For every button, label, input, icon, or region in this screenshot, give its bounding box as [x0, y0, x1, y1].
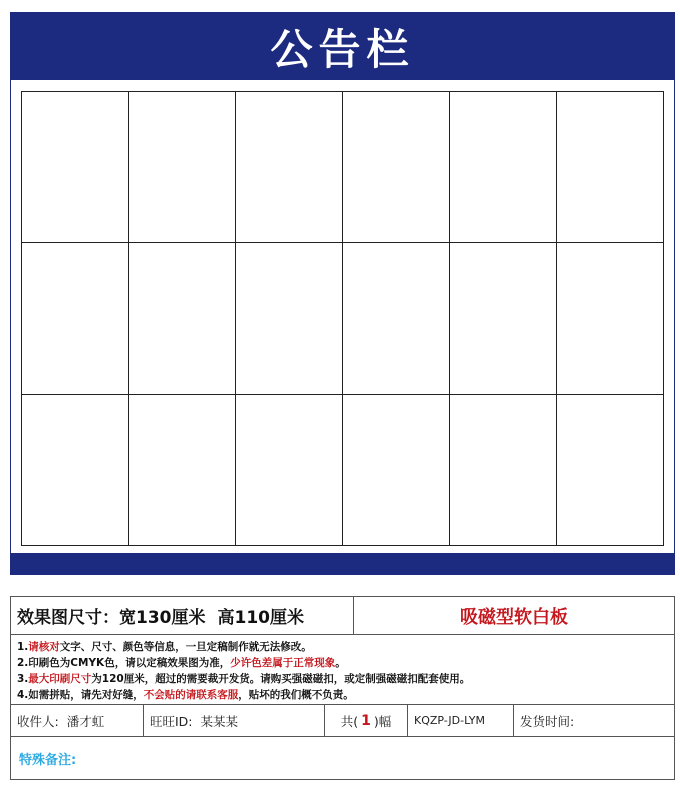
note-text: 4.如需拼贴，请先对好缝， [17, 689, 144, 701]
note-text: 文字、尺寸、颜色等信息，一旦定稿制作就无法修改。 [59, 641, 312, 653]
note-line [17, 671, 668, 687]
size-height: 高110厘米 [217, 608, 304, 628]
bulletin-board [10, 12, 675, 575]
board-header [11, 13, 674, 80]
count-cell [325, 705, 408, 736]
count-value: 1 [361, 712, 371, 729]
order-details-row [11, 705, 674, 737]
board-footer-bar [11, 553, 674, 574]
board-title: 公告栏 [270, 24, 415, 74]
board-cell [343, 243, 450, 394]
note-text: 。 [335, 657, 346, 669]
wangwang-value: 某某某 [200, 713, 239, 729]
product-name: 吸磁型软白板 [460, 606, 568, 628]
recipient-name: 潘才虹 [66, 713, 105, 729]
board-cell [22, 92, 129, 243]
note-line [17, 687, 668, 703]
board-cell [236, 243, 343, 394]
size-row [11, 597, 674, 635]
board-cell [450, 243, 557, 394]
board-cell [557, 395, 664, 546]
note-text: ，贴坏的我们概不负责。 [238, 689, 354, 701]
order-info-sheet [10, 596, 675, 780]
board-grid [21, 91, 664, 546]
size-width: 宽130厘米 [119, 608, 206, 628]
note-highlight: 最大印刷尺寸 [28, 673, 92, 685]
wangwang-cell [144, 705, 325, 736]
note-text: 2.印刷色为CMYK色，请以定稿效果图为准， [17, 657, 231, 669]
note-text: 为120厘米，超过的需要裁开发货。请购买强磁磁扣，或定制强磁磁扣配套使用。 [91, 673, 471, 685]
note-highlight: 不会贴的请联系客服 [143, 689, 239, 701]
board-cell [343, 92, 450, 243]
note-highlight: 请核对 [28, 641, 60, 653]
board-cell [129, 92, 236, 243]
special-remarks-label: 特殊备注: [19, 752, 77, 768]
count-prefix: 共( [340, 713, 359, 729]
special-remarks-row [11, 737, 674, 779]
product-code: KQZP-JD-LYM [408, 705, 514, 736]
ship-time-cell [514, 705, 674, 736]
board-cell [236, 395, 343, 546]
board-cell [22, 243, 129, 394]
wangwang-label: 旺旺ID: [150, 713, 193, 729]
ship-time-label: 发货时间: [520, 713, 575, 729]
board-cell [129, 243, 236, 394]
board-cell [236, 92, 343, 243]
board-cell [557, 92, 664, 243]
count-suffix: )幅 [373, 713, 392, 729]
board-cell [557, 243, 664, 394]
note-line [17, 655, 668, 671]
board-cell [129, 395, 236, 546]
note-highlight: 少许色差属于正常现象 [230, 657, 336, 669]
board-cell [450, 395, 557, 546]
board-cell [450, 92, 557, 243]
recipient-label: 收件人: [17, 713, 59, 729]
size-prefix: 效果图尺寸： [17, 608, 119, 628]
board-cell [22, 395, 129, 546]
note-text: 3. [17, 673, 29, 685]
effect-size [11, 597, 354, 634]
note-text: 1. [17, 641, 29, 653]
recipient-cell [11, 705, 144, 736]
note-line [17, 639, 668, 655]
notes-block [11, 635, 674, 705]
board-cell [343, 395, 450, 546]
